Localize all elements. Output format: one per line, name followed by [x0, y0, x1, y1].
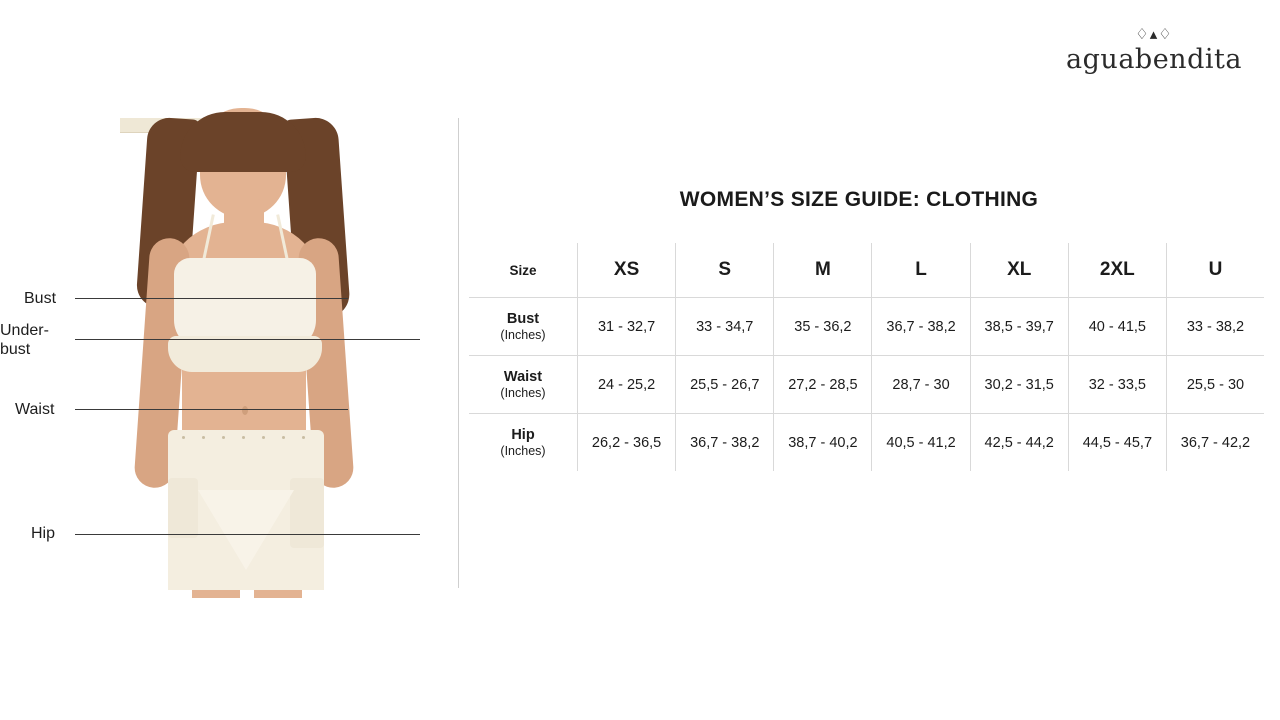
- cell-bust-m: 35 - 36,2: [774, 298, 872, 356]
- column-header-xs: XS: [578, 243, 676, 298]
- model-illustration: [120, 118, 370, 588]
- waist-label: Waist: [15, 401, 55, 418]
- table-header-row: [469, 243, 1264, 298]
- cell-waist-s: 25,5 - 26,7: [676, 356, 774, 414]
- cell-hip-xs: 26,2 - 36,5: [578, 414, 676, 472]
- page-title: WOMEN’S SIZE GUIDE: CLOTHING: [679, 188, 1039, 211]
- crown-icon: ♢▴♢: [1135, 26, 1173, 43]
- hair-top: [180, 112, 306, 172]
- navel: [242, 406, 248, 415]
- underbust-label: [0, 321, 49, 359]
- stud: [282, 436, 285, 439]
- cell-hip-2xl: 44,5 - 45,7: [1068, 414, 1166, 472]
- cell-hip-s: 36,7 - 38,2: [676, 414, 774, 472]
- stud: [182, 436, 185, 439]
- underbust-label-line2: bust: [0, 341, 31, 358]
- cell-bust-xl: 38,5 - 39,7: [970, 298, 1068, 356]
- row-header-hip: [469, 414, 578, 472]
- cell-bust-l: 36,7 - 38,2: [872, 298, 970, 356]
- table-row: [469, 298, 1264, 356]
- cell-bust-u: 33 - 38,2: [1166, 298, 1264, 356]
- cell-bust-2xl: 40 - 41,5: [1068, 298, 1166, 356]
- cell-waist-m: 27,2 - 28,5: [774, 356, 872, 414]
- column-header-size: Size: [469, 243, 578, 298]
- stud: [242, 436, 245, 439]
- underbust-label-line1: Under-: [0, 322, 49, 339]
- pocket-right: [290, 478, 324, 548]
- row-header-hip-label: Hip: [511, 427, 535, 443]
- cell-waist-xs: 24 - 25,2: [578, 356, 676, 414]
- column-header-xl: XL: [970, 243, 1068, 298]
- underbust-measure-line: [75, 339, 420, 340]
- row-header-bust: [469, 298, 578, 356]
- cell-waist-l: 28,7 - 30: [872, 356, 970, 414]
- row-header-waist-label: Waist: [503, 369, 543, 385]
- row-header-bust-unit: (Inches): [500, 328, 546, 342]
- brand-wordmark: aguabendita: [1066, 44, 1242, 75]
- cell-hip-u: 36,7 - 42,2: [1166, 414, 1264, 472]
- row-header-hip-unit: (Inches): [500, 444, 546, 458]
- table-row: [469, 414, 1264, 472]
- column-header-u: U: [1166, 243, 1264, 298]
- table-body: [469, 298, 1264, 472]
- hip-measure-line: [75, 534, 420, 535]
- cell-hip-xl: 42,5 - 44,2: [970, 414, 1068, 472]
- measurement-figure-panel: [0, 118, 458, 588]
- cell-bust-xs: 31 - 32,7: [578, 298, 676, 356]
- cell-hip-m: 38,7 - 40,2: [774, 414, 872, 472]
- stud: [222, 436, 225, 439]
- row-header-bust-label: Bust: [506, 311, 540, 327]
- cell-waist-xl: 30,2 - 31,5: [970, 356, 1068, 414]
- row-header-waist: [469, 356, 578, 414]
- bust-measure-line: [75, 298, 348, 299]
- size-guide-panel: [459, 118, 1280, 588]
- row-header-waist-unit: (Inches): [500, 386, 546, 400]
- stud: [302, 436, 305, 439]
- table-row: [469, 356, 1264, 414]
- cell-bust-s: 33 - 34,7: [676, 298, 774, 356]
- bust-label: Bust: [24, 290, 57, 307]
- cell-waist-2xl: 32 - 33,5: [1068, 356, 1166, 414]
- column-header-2xl: 2XL: [1068, 243, 1166, 298]
- waist-measure-line: [75, 409, 348, 410]
- crop-top-frill: [168, 336, 322, 372]
- stud: [262, 436, 265, 439]
- size-guide-table: [469, 243, 1264, 471]
- column-header-s: S: [676, 243, 774, 298]
- stud: [202, 436, 205, 439]
- column-header-l: L: [872, 243, 970, 298]
- brand-logo: [1054, 26, 1254, 75]
- cell-hip-l: 40,5 - 41,2: [872, 414, 970, 472]
- hip-label: Hip: [31, 525, 56, 542]
- column-header-m: M: [774, 243, 872, 298]
- table-header: [469, 243, 1264, 298]
- cell-waist-u: 25,5 - 30: [1166, 356, 1264, 414]
- pocket-left: [168, 478, 198, 538]
